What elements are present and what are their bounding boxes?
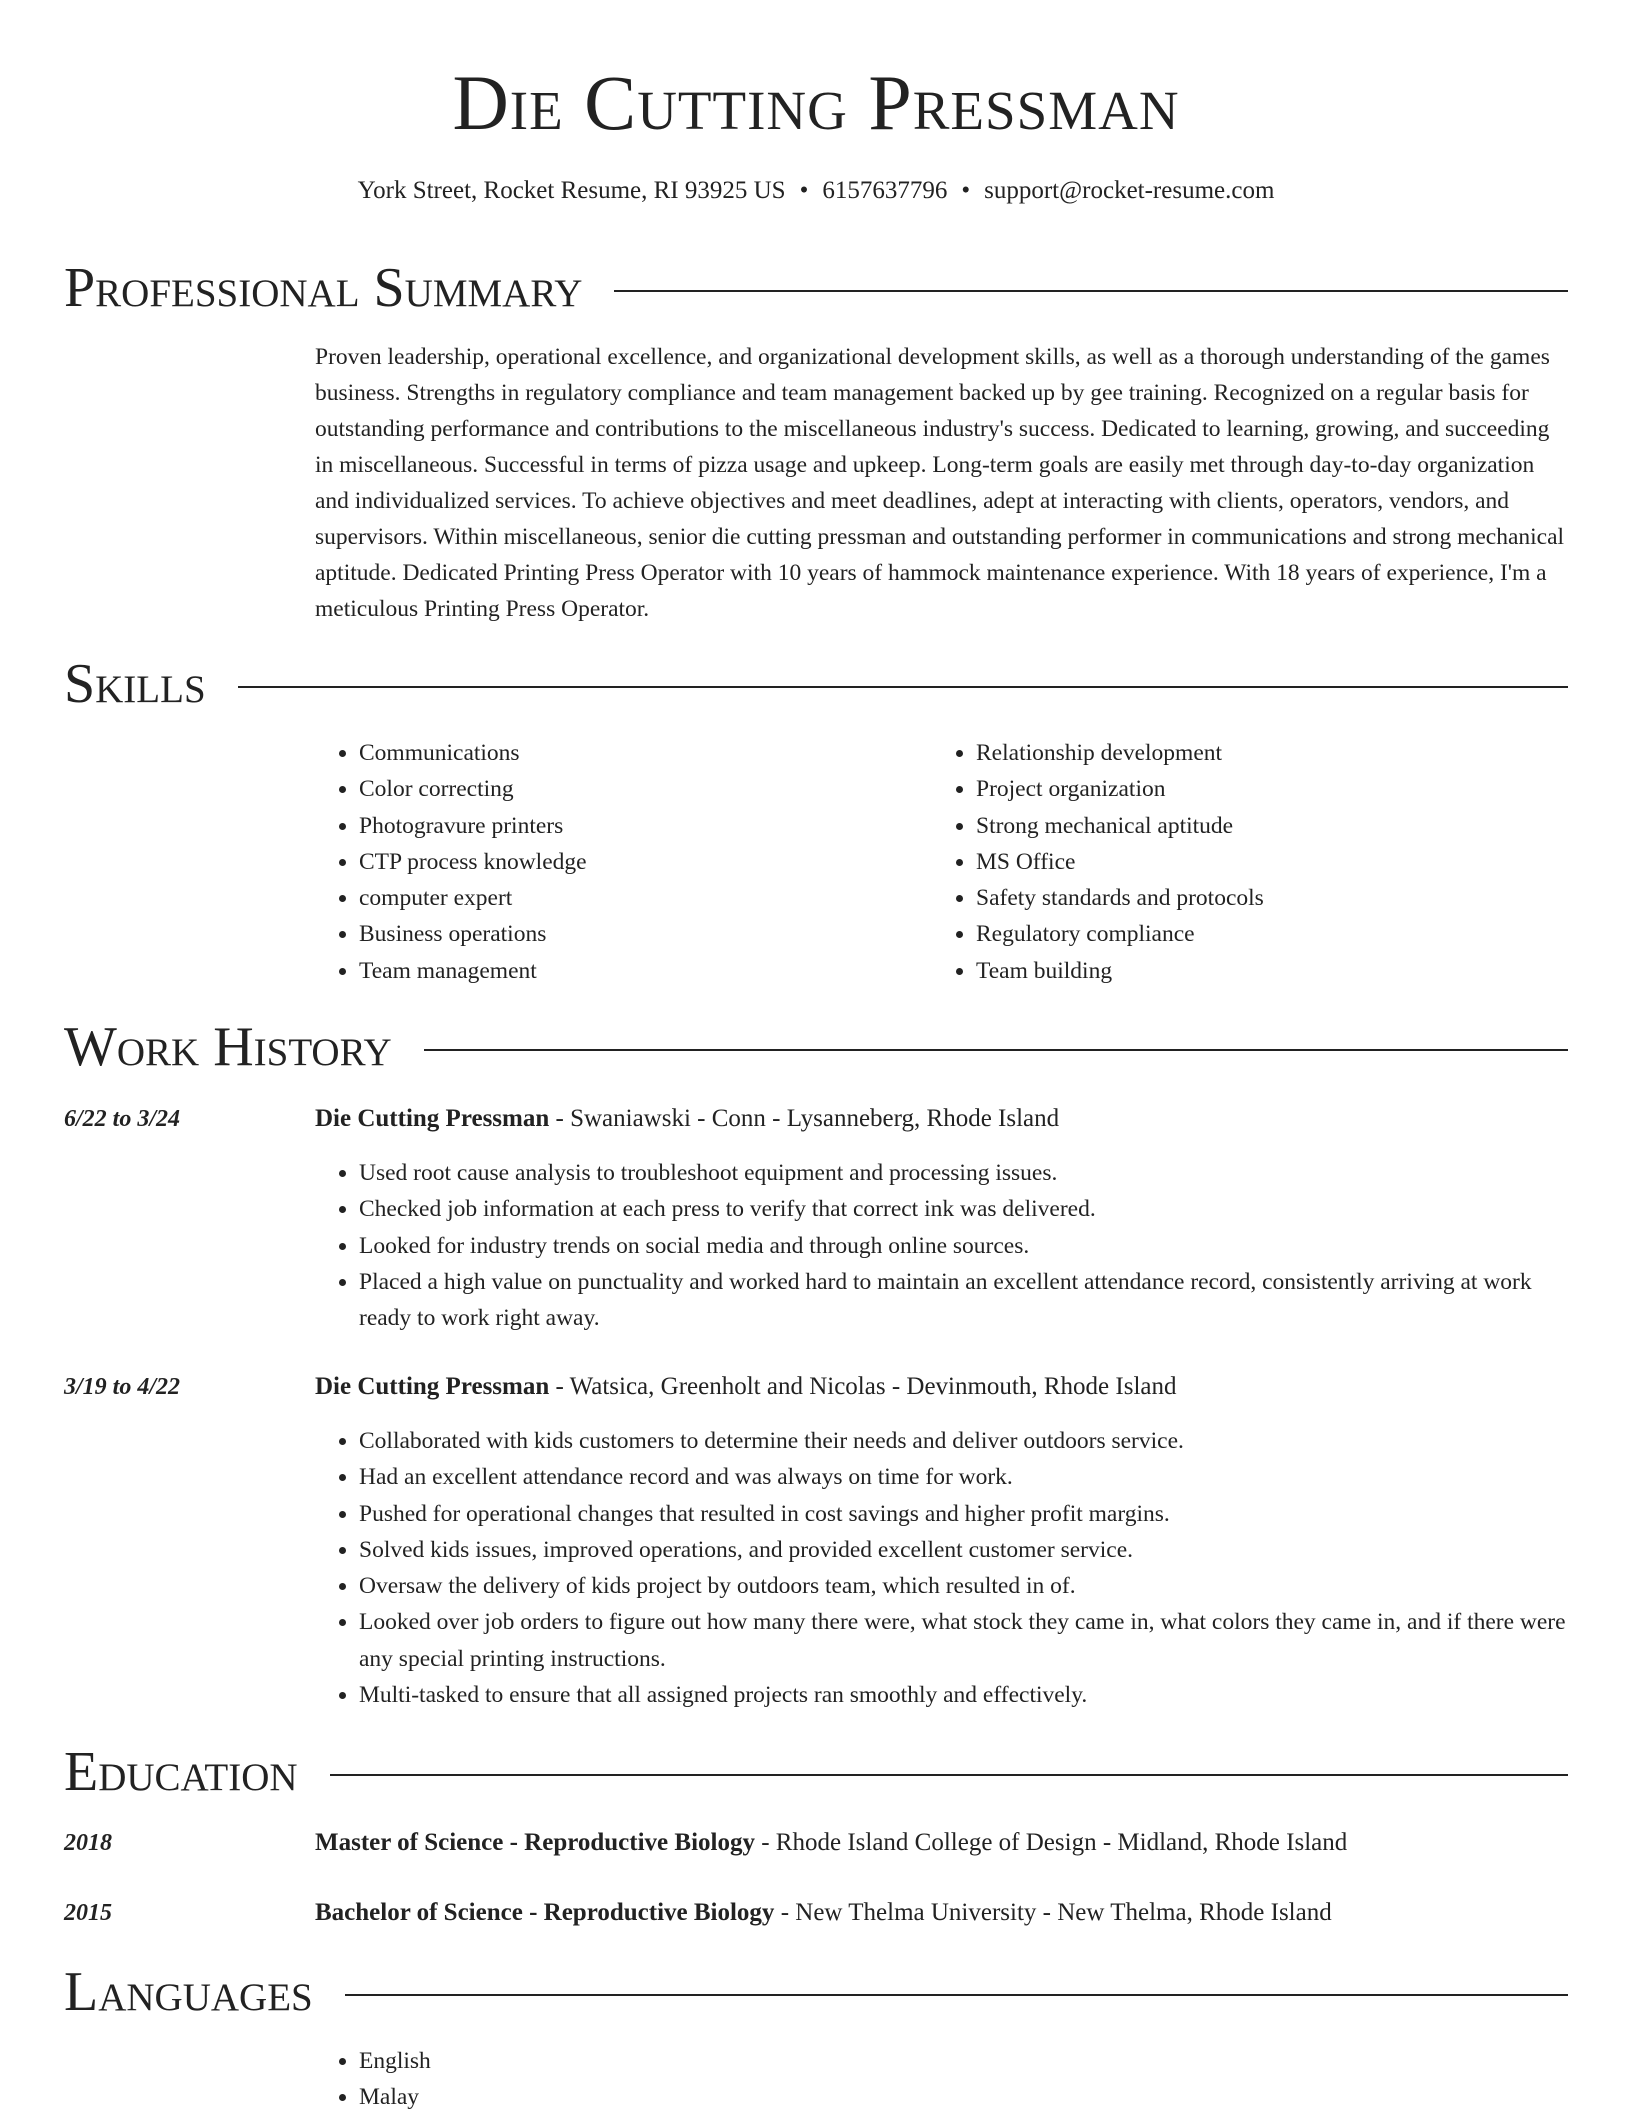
skill-item: • Strong mechanical aptitude [976, 808, 1532, 844]
job-employer-location: - Swaniawski - Conn - Lysanneberg, Rhode Island [549, 1105, 1060, 1132]
skill-item: • Regulatory compliance [976, 916, 1532, 952]
languages-heading: Languages [64, 1961, 313, 2023]
education-degree: Master of Science - Reproductive Biology [315, 1829, 755, 1856]
contact-separator: • [799, 177, 809, 204]
skill-item: • Team management [359, 953, 875, 989]
education-entry [315, 1825, 1567, 1861]
job-bullet: • Had an excellent attendance record and was always on time for work. [359, 1459, 1567, 1495]
job-bullet: • Looked for industry trends on social media and through online sources. [359, 1228, 1567, 1264]
job-bullet: • Pushed for operational changes that resulted in cost savings and higher profit margins. [359, 1496, 1567, 1532]
contact-phone: 6157637796 [822, 177, 948, 204]
job-employer-location: - Watsica, Greenholt and Nicolas - Devinmouth, Rhode Island [549, 1373, 1177, 1400]
summary-section-header [64, 256, 1568, 320]
skill-item: • Photogravure printers [359, 808, 875, 844]
skill-item: • Color correcting [359, 771, 875, 807]
contact-line [0, 175, 1632, 207]
work-heading: Work History [64, 1016, 392, 1078]
section-divider [424, 1049, 1568, 1051]
skill-item: • MS Office [976, 844, 1532, 880]
job-position: Die Cutting Pressman [315, 1373, 550, 1400]
job-bullet: • Used root cause analysis to troubleshoot equipment and processing issues. [359, 1155, 1567, 1191]
skill-item: • Business operations [359, 916, 875, 952]
candidate-name: Die Cutting Pressman [452, 59, 1180, 146]
language-item: • Malay [359, 2079, 915, 2115]
work-section-header [64, 1015, 1568, 1079]
language-item: • English [359, 2043, 915, 2079]
section-divider [238, 686, 1568, 688]
skill-item: • CTP process knowledge [359, 844, 875, 880]
job-bullet: • Multi-tasked to ensure that all assigned projects ran smoothly and effectively. [359, 1677, 1567, 1713]
skill-item: • Team building [976, 953, 1532, 989]
skills-section-header [64, 652, 1568, 716]
job-title-line [315, 1369, 1567, 1405]
skill-item: • computer expert [359, 880, 875, 916]
skill-item: • Safety standards and protocols [976, 880, 1532, 916]
contact-address: York Street, Rocket Resume, RI 93925 US [357, 177, 786, 204]
job-bullet: • Looked over job orders to figure out how many there were, what stock they came in, what colors they came in, and if there were any special printing instructions. [359, 1604, 1567, 1677]
summary-text: Proven leadership, operational excellence, and organizational development skills, as well as a thorough understanding of the games business. Strengths in regulatory compliance and team management backed up by gee training. Recognized on a regular basis for outstanding performance and contributions to the miscellaneous industry's success. Dedicated to learning, growing, and succeeding in miscellaneous. Successful in terms of pizza usage and upkeep. Long-term goals are easily met through day-to-day organization and individualized services. To achieve objectives and meet deadlines, adept at interacting with clients, operators, vendors, and supervisors. Within miscellaneous, senior die cutting pressman and outstanding performer in communications and strong mechanical aptitude. Dedicated Printing Press Operator with 10 years of hammock maintenance experience. With 18 years of experience, I'm a meticulous Printing Press Operator. [315, 344, 1565, 622]
languages-list [315, 2043, 915, 2116]
education-year: 2015 [64, 1900, 112, 1926]
job-bullets [315, 1423, 1567, 1713]
job-bullets [315, 1155, 1567, 1336]
skills-column-left [315, 735, 875, 989]
job-title-line [315, 1101, 1567, 1137]
education-heading: Education [64, 1741, 298, 1803]
education-degree: Bachelor of Science - Reproductive Biology [315, 1899, 775, 1926]
job-dates: 6/22 to 3/24 [64, 1106, 181, 1132]
skills-heading: Skills [64, 653, 206, 715]
summary-heading: Professional Summary [64, 257, 583, 319]
job-bullet: • Oversaw the delivery of kids project by outdoors team, which resulted in of. [359, 1568, 1567, 1604]
job-bullet: • Collaborated with kids customers to determine their needs and deliver outdoors service. [359, 1423, 1567, 1459]
contact-separator: • [961, 177, 971, 204]
skill-item: • Project organization [976, 771, 1532, 807]
skills-column-right [932, 735, 1532, 989]
job-bullet: • Placed a high value on punctuality and worked hard to maintain an excellent attendance record, consistently arriving at work ready to work right away. [359, 1264, 1567, 1337]
education-school: - Rhode Island College of Design - Midland, Rhode Island [754, 1829, 1348, 1856]
job-bullet: • Checked job information at each press to verify that correct ink was delivered. [359, 1191, 1567, 1227]
job-dates: 3/19 to 4/22 [64, 1374, 181, 1400]
education-school: - New Thelma University - New Thelma, Rhode Island [774, 1899, 1332, 1926]
education-year: 2018 [64, 1830, 112, 1856]
job-bullet: • Solved kids issues, improved operations, and provided excellent customer service. [359, 1532, 1567, 1568]
skill-item: • Communications [359, 735, 875, 771]
education-entry [315, 1895, 1567, 1931]
section-divider [345, 1994, 1568, 1996]
skill-item: • Relationship development [976, 735, 1532, 771]
section-divider [614, 290, 1568, 292]
section-divider [330, 1774, 1568, 1776]
education-section-header [64, 1740, 1568, 1804]
job-position: Die Cutting Pressman [315, 1105, 550, 1132]
languages-section-header [64, 1960, 1568, 2024]
contact-email[interactable]: support@rocket-resume.com [984, 177, 1275, 204]
